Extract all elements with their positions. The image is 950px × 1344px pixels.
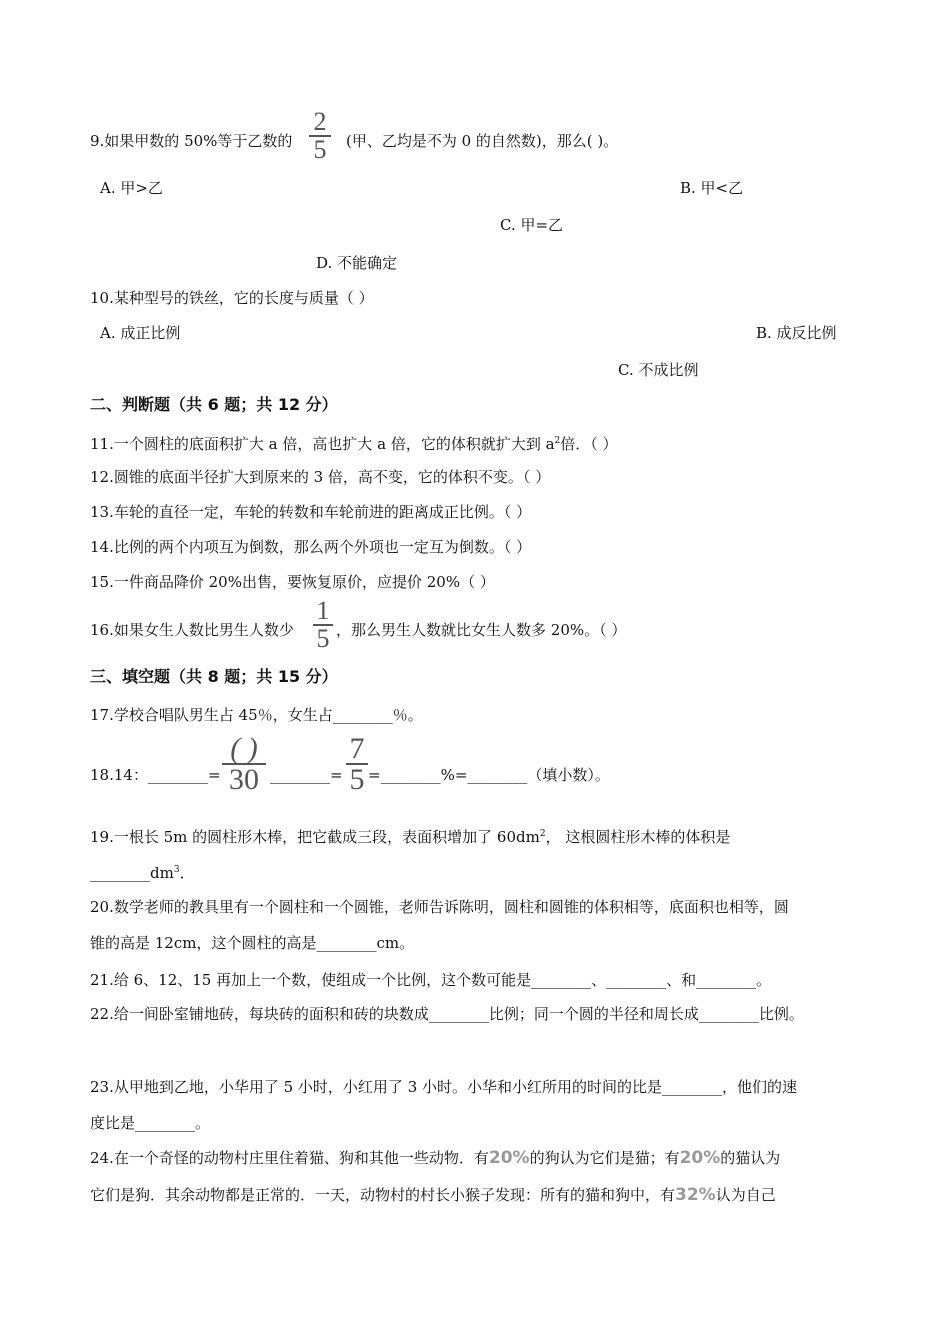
q10-option-c[interactable]: C. 不成比例 [618,361,699,379]
q22: 22.给一间卧室铺地砖，每块砖的面积和砖的块数成________比例；同一个圆的半径和周长成________比例。 [90,1005,804,1023]
q18-frac1-numerator: ( ) [230,732,258,765]
q9-text-after: (甲、乙均是不为 0 的自然数)，那么( )。 [346,132,619,150]
q9-option-a[interactable]: A. 甲>乙 [100,179,163,197]
section-3-title: 三、填空题（共 8 题；共 15 分） [90,667,338,686]
q18-part3: =________%=________（填小数）。 [368,766,610,784]
q9-option-d[interactable]: D. 不能确定 [316,254,398,272]
q16-frac-numerator: 1 [316,596,330,625]
q23-line2: 度比是________。 [90,1114,211,1132]
q24-line2 [90,1185,776,1205]
q15: 15.一件商品降价 20%出售，要恢复原价，应提价 20%（ ） [90,573,495,591]
q9-text-before: 9.如果甲数的 50%等于乙数的 [90,132,293,150]
q18-part1: 18.14：________= [90,766,221,784]
q16-frac-denominator: 5 [316,624,330,653]
q14: 14.比例的两个内项互为倒数，那么两个外项也一定互为倒数。（ ） [90,538,532,556]
q16-stem [90,620,294,640]
q19-text-before: 19.一根长 5m 的圆柱形木棒，把它截成三段，表面积增加了 60dm [90,828,540,846]
q18-frac2-numerator: 7 [349,732,365,765]
q19-superscript-2: 3 [173,865,180,875]
q19-line1 [90,824,730,847]
q19-text-after: ， 这根圆柱形木棒的体积是 [545,828,731,846]
q19-line2-after: ． [179,864,195,882]
q16-text-before: 16.如果女生人数比男生人数少 [90,621,294,639]
q9-option-b[interactable]: B. 甲<乙 [680,179,744,197]
q24-percent-1: 20% [488,1148,530,1168]
q9-frac-numerator: 2 [313,107,327,136]
q24-percent-2: 20% [679,1148,721,1168]
q9-frac-denominator: 5 [313,135,327,164]
q19-line2-before: ________dm [90,864,174,882]
q20-line2: 锥的高是 12cm，这个圆柱的高是________cm。 [90,934,415,952]
q16-fraction [313,596,333,653]
q24-text-1: 24.在一个奇怪的动物村庄里住着猫、狗和其他一些动物．有 [90,1149,489,1167]
q10-option-a[interactable]: A. 成正比例 [100,324,181,342]
q13: 13.车轮的直径一定，车轮的转数和车轮前进的距离成正比例。（ ） [90,503,532,521]
q24-line1 [90,1148,780,1168]
q9-option-c[interactable]: C. 甲=乙 [500,216,564,234]
q24-text-3: 的猫认为 [720,1149,781,1167]
q21: 21.给 6、12、15 再加上一个数，使组成一个比例，这个数可能是________、________、和________。 [90,971,772,989]
q17: 17.学校合唱队男生占 45％，女生占________％。 [90,706,423,724]
q11 [90,431,618,454]
q19-line2 [90,860,195,883]
q18-fraction-1 [222,732,266,796]
q12: 12.圆锥的底面半径扩大到原来的 3 倍，高不变，它的体积不变。（ ） [90,468,551,486]
q10-option-b[interactable]: B. 成反比例 [756,324,837,342]
q24-percent-3: 32% [675,1185,716,1205]
q11-text-after: 倍．（ ） [560,435,618,453]
q24-text-5: 认为自己 [715,1186,776,1204]
q9-fraction [309,107,331,164]
q16-text-after: ，那么男生人数就比女生人数多 20%。（ ） [336,621,627,639]
section-2-title: 二、判断题（共 6 题；共 12 分） [90,395,338,414]
q11-superscript: 2 [554,436,561,446]
q24-text-2: 的狗认为它们是猫；有 [529,1149,680,1167]
q18-frac1-denominator: 30 [229,763,259,796]
q18-part2: ________= [270,766,343,784]
q20-line1: 20.数学老师的教具里有一个圆柱和一个圆锥，老师告诉陈明，圆柱和圆锥的体积相等，底面积也相等，圆 [90,898,789,916]
q10-stem: 10.某种型号的铁丝，它的长度与质量（ ） [90,289,374,307]
q24-text-4: 它们是狗．其余动物都是正常的．一天，动物村的村长小猴子发现：所有的猫和狗中，有 [90,1186,676,1204]
q19-superscript-1: 2 [539,829,546,839]
q11-text-before: 11.一个圆柱的底面积扩大 a 倍，高也扩大 a 倍，它的体积就扩大到 a [90,435,555,453]
q18-fraction-2 [346,732,368,796]
q18-frac2-denominator: 5 [349,763,365,796]
q23-line1: 23.从甲地到乙地，小华用了 5 小时，小红用了 3 小时。小华和小红所用的时间的比是________，他们的速 [90,1078,798,1096]
q9-stem [90,131,292,151]
